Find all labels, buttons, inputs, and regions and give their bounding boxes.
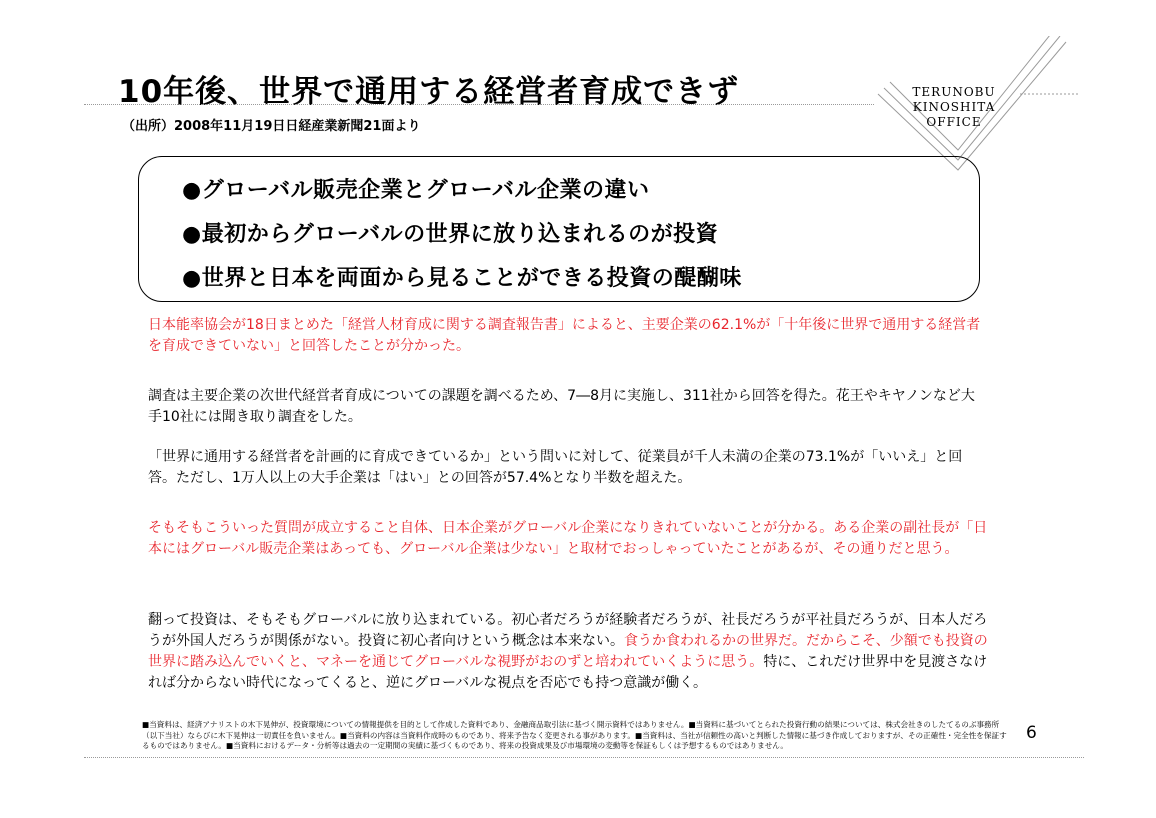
paragraph-2: 調査は主要企業の次世代経営者育成についての課題を調べるため、7―8月に実施し、311社から回答を得た。花王やキヤノンなど大手10社には聞き取り調査をした。	[148, 388, 975, 425]
paragraph-5-part-a: 翻って投資は、そもそもグローバルに放り込まれている。初心者だろうが経験者だろうが、社長だろうが平社員だろうが、日本人だろうが外国人だろうが関係がない。投資に初心者向けという概念は本来ない。	[148, 612, 988, 649]
footer-divider	[84, 757, 1084, 758]
paragraph-5	[148, 610, 988, 694]
page-number: 6	[1026, 723, 1037, 743]
paragraph-5-part-c: 特に、これだけ世界中を見渡さなければ分からない時代になってくると、逆にグローバルな視点を否応でも持つ意識が働く。	[148, 654, 988, 691]
highlight-point-2: ●最初からグローバルの世界に放り込まれるのが投資	[182, 222, 719, 247]
page-title: 10年後、世界で通用する経営者育成できず	[118, 74, 740, 110]
highlight-point-3: ●世界と日本を両面から見ることができる投資の醍醐味	[182, 266, 742, 291]
paragraph-3: 「世界に通用する経営者を計画的に育成できているか」という問いに対して、従業員が千人未満の企業の73.1%が「いいえ」と回答。ただし、1万人以上の大手企業は「はい」との回答が57.4%となり半数を超えた。	[148, 449, 963, 486]
title-divider	[84, 104, 874, 105]
paragraph-1: 日本能率協会が18日まとめた「経営人材育成に関する調査報告書」によると、主要企業の62.1%が「十年後に世界で通用する経営者を育成できていない」と回答したことが分かった。	[148, 317, 981, 354]
office-logo-line2: KINOSHITA	[912, 100, 996, 114]
paragraph-5-part-b: 食うか食われるかの世界だ。だからこそ、少額でも投資の世界に踏み込んでいくと、マネーを通じてグローバルな視野がおのずと培われていくように思う。	[148, 633, 988, 670]
office-logo-line1: TERUNOBU	[912, 85, 996, 99]
highlight-point-1: ●グローバル販売企業とグローバル企業の違い	[182, 178, 650, 203]
paragraph-4: そもそもこういった質問が成立すること自体、日本企業がグローバル企業になりきれていないことが分かる。ある企業の副社長が「日本にはグローバル販売企業はあっても、グローバル企業は少ない」と取材でおっしゃっていたことがあるが、その通りだと思う。	[148, 520, 988, 557]
source-note: （出所）2008年11月19日日経産業新聞21面より	[122, 119, 421, 134]
office-logo-line3: OFFICE	[926, 115, 982, 129]
disclaimer-footer: ■当資料は、経済アナリストの木下晃伸が、投資環境についての情報提供を目的として作成した資料であり、金融商品取引法に基づく開示資料ではありません。■当資料に基づいてとられた投資行動の結果については、株式会社きのしたてるのぶ事務所（以下当社）ならびに木下晃伸は一切責任を負いません。■当資料の内容は当資料作成時のものであり、将来予告なく変更される事があります。■当資料は、当社が信頼性の高いと判断した情報に基づき作成しておりますが、その正確性・完全性を保証するものではありません。■当資料におけるデータ・分析等は過去の一定期間の実績に基づくものであり、将来の投資成果及び市場環境の変動等を保証もしくは予想するものではありません。	[142, 720, 1007, 750]
